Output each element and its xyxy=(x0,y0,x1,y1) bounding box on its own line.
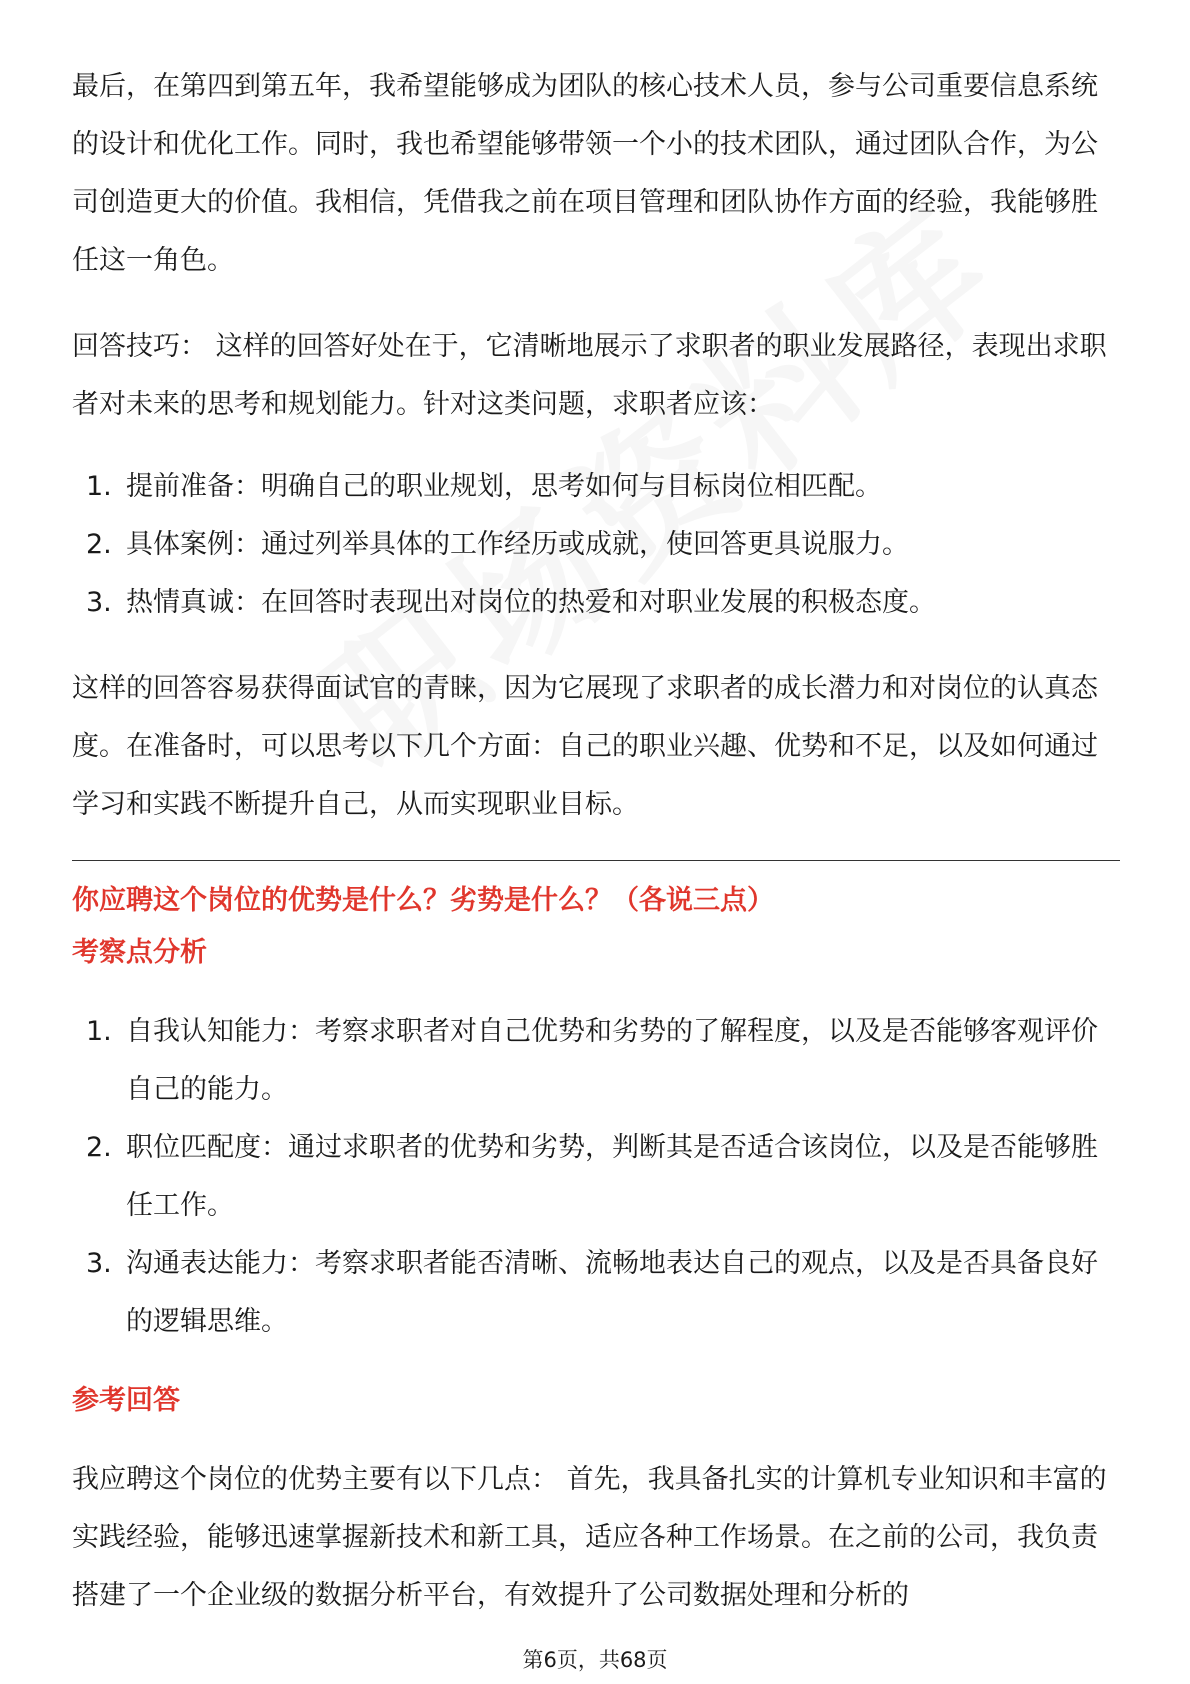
list-item xyxy=(72,516,1120,574)
page-content xyxy=(72,58,1120,1625)
list-item-text: 自我认知能力：考察求职者对自己优势和劣势的了解程度，以及是否能够客观评价自己的能力。 xyxy=(126,1016,1098,1105)
list-item xyxy=(72,458,1120,516)
list-item-text: 沟通表达能力：考察求职者能否清晰、流畅地表达自己的观点，以及是否具备良好的逻辑思维。 xyxy=(126,1248,1098,1337)
list-item xyxy=(72,1003,1120,1119)
list-number: 1. xyxy=(86,1016,112,1047)
analysis-heading: 考察点分析 xyxy=(72,937,207,968)
list-item xyxy=(72,574,1120,632)
list-number: 1. xyxy=(86,471,112,502)
intro-paragraph: 最后，在第四到第五年，我希望能够成为团队的核心技术人员，参与公司重要信息系统的设计和优化工作。同时，我也希望能够带领一个小的技术团队，通过团队合作，为公司创造更大的价值。我相信，凭借我之前在项目管理和团队协作方面的经验，我能够胜任这一角色。 xyxy=(72,71,1098,276)
summary-paragraph: 这样的回答容易获得面试官的青睐，因为它展现了求职者的成长潜力和对岗位的认真态度。在准备时，可以思考以下几个方面：自己的职业兴趣、优势和不足，以及如何通过学习和实践不断提升自己，从而实现职业目标。 xyxy=(72,673,1098,820)
answer-paragraph: 我应聘这个岗位的优势主要有以下几点： 首先，我具备扎实的计算机专业知识和丰富的实践经验，能够迅速掌握新技术和新工具，适应各种工作场景。在之前的公司，我负责搭建了一个企业级的数据分析平台，有效提升了公司数据处理和分析的 xyxy=(72,1464,1107,1611)
tips-list xyxy=(72,458,1120,632)
list-item-text: 职位匹配度：通过求职者的优势和劣势，判断其是否适合该岗位，以及是否能够胜任工作。 xyxy=(126,1132,1098,1221)
list-item-text: 具体案例：通过列举具体的工作经历或成就，使回答更具说服力。 xyxy=(126,529,909,560)
list-item-text: 提前准备：明确自己的职业规划，思考如何与目标岗位相匹配。 xyxy=(126,471,882,502)
list-item-text: 热情真诚：在回答时表现出对岗位的热爱和对职业发展的积极态度。 xyxy=(126,587,936,618)
list-item xyxy=(72,1119,1120,1235)
list-number: 2. xyxy=(86,1132,112,1163)
list-number: 3. xyxy=(86,1248,112,1279)
answer-heading: 参考回答 xyxy=(72,1385,180,1416)
tips-paragraph: 回答技巧： 这样的回答好处在于，它清晰地展示了求职者的职业发展路径，表现出求职者对未来的思考和规划能力。针对这类问题，求职者应该： xyxy=(72,331,1107,420)
list-item xyxy=(72,1235,1120,1351)
list-number: 3. xyxy=(86,587,112,618)
list-number: 2. xyxy=(86,529,112,560)
section-divider xyxy=(72,860,1120,861)
question-title: 你应聘这个岗位的优势是什么？劣势是什么？（各说三点） xyxy=(72,885,774,916)
analysis-list xyxy=(72,1003,1120,1351)
page-footer: 第6页，共68页 xyxy=(522,1648,668,1672)
